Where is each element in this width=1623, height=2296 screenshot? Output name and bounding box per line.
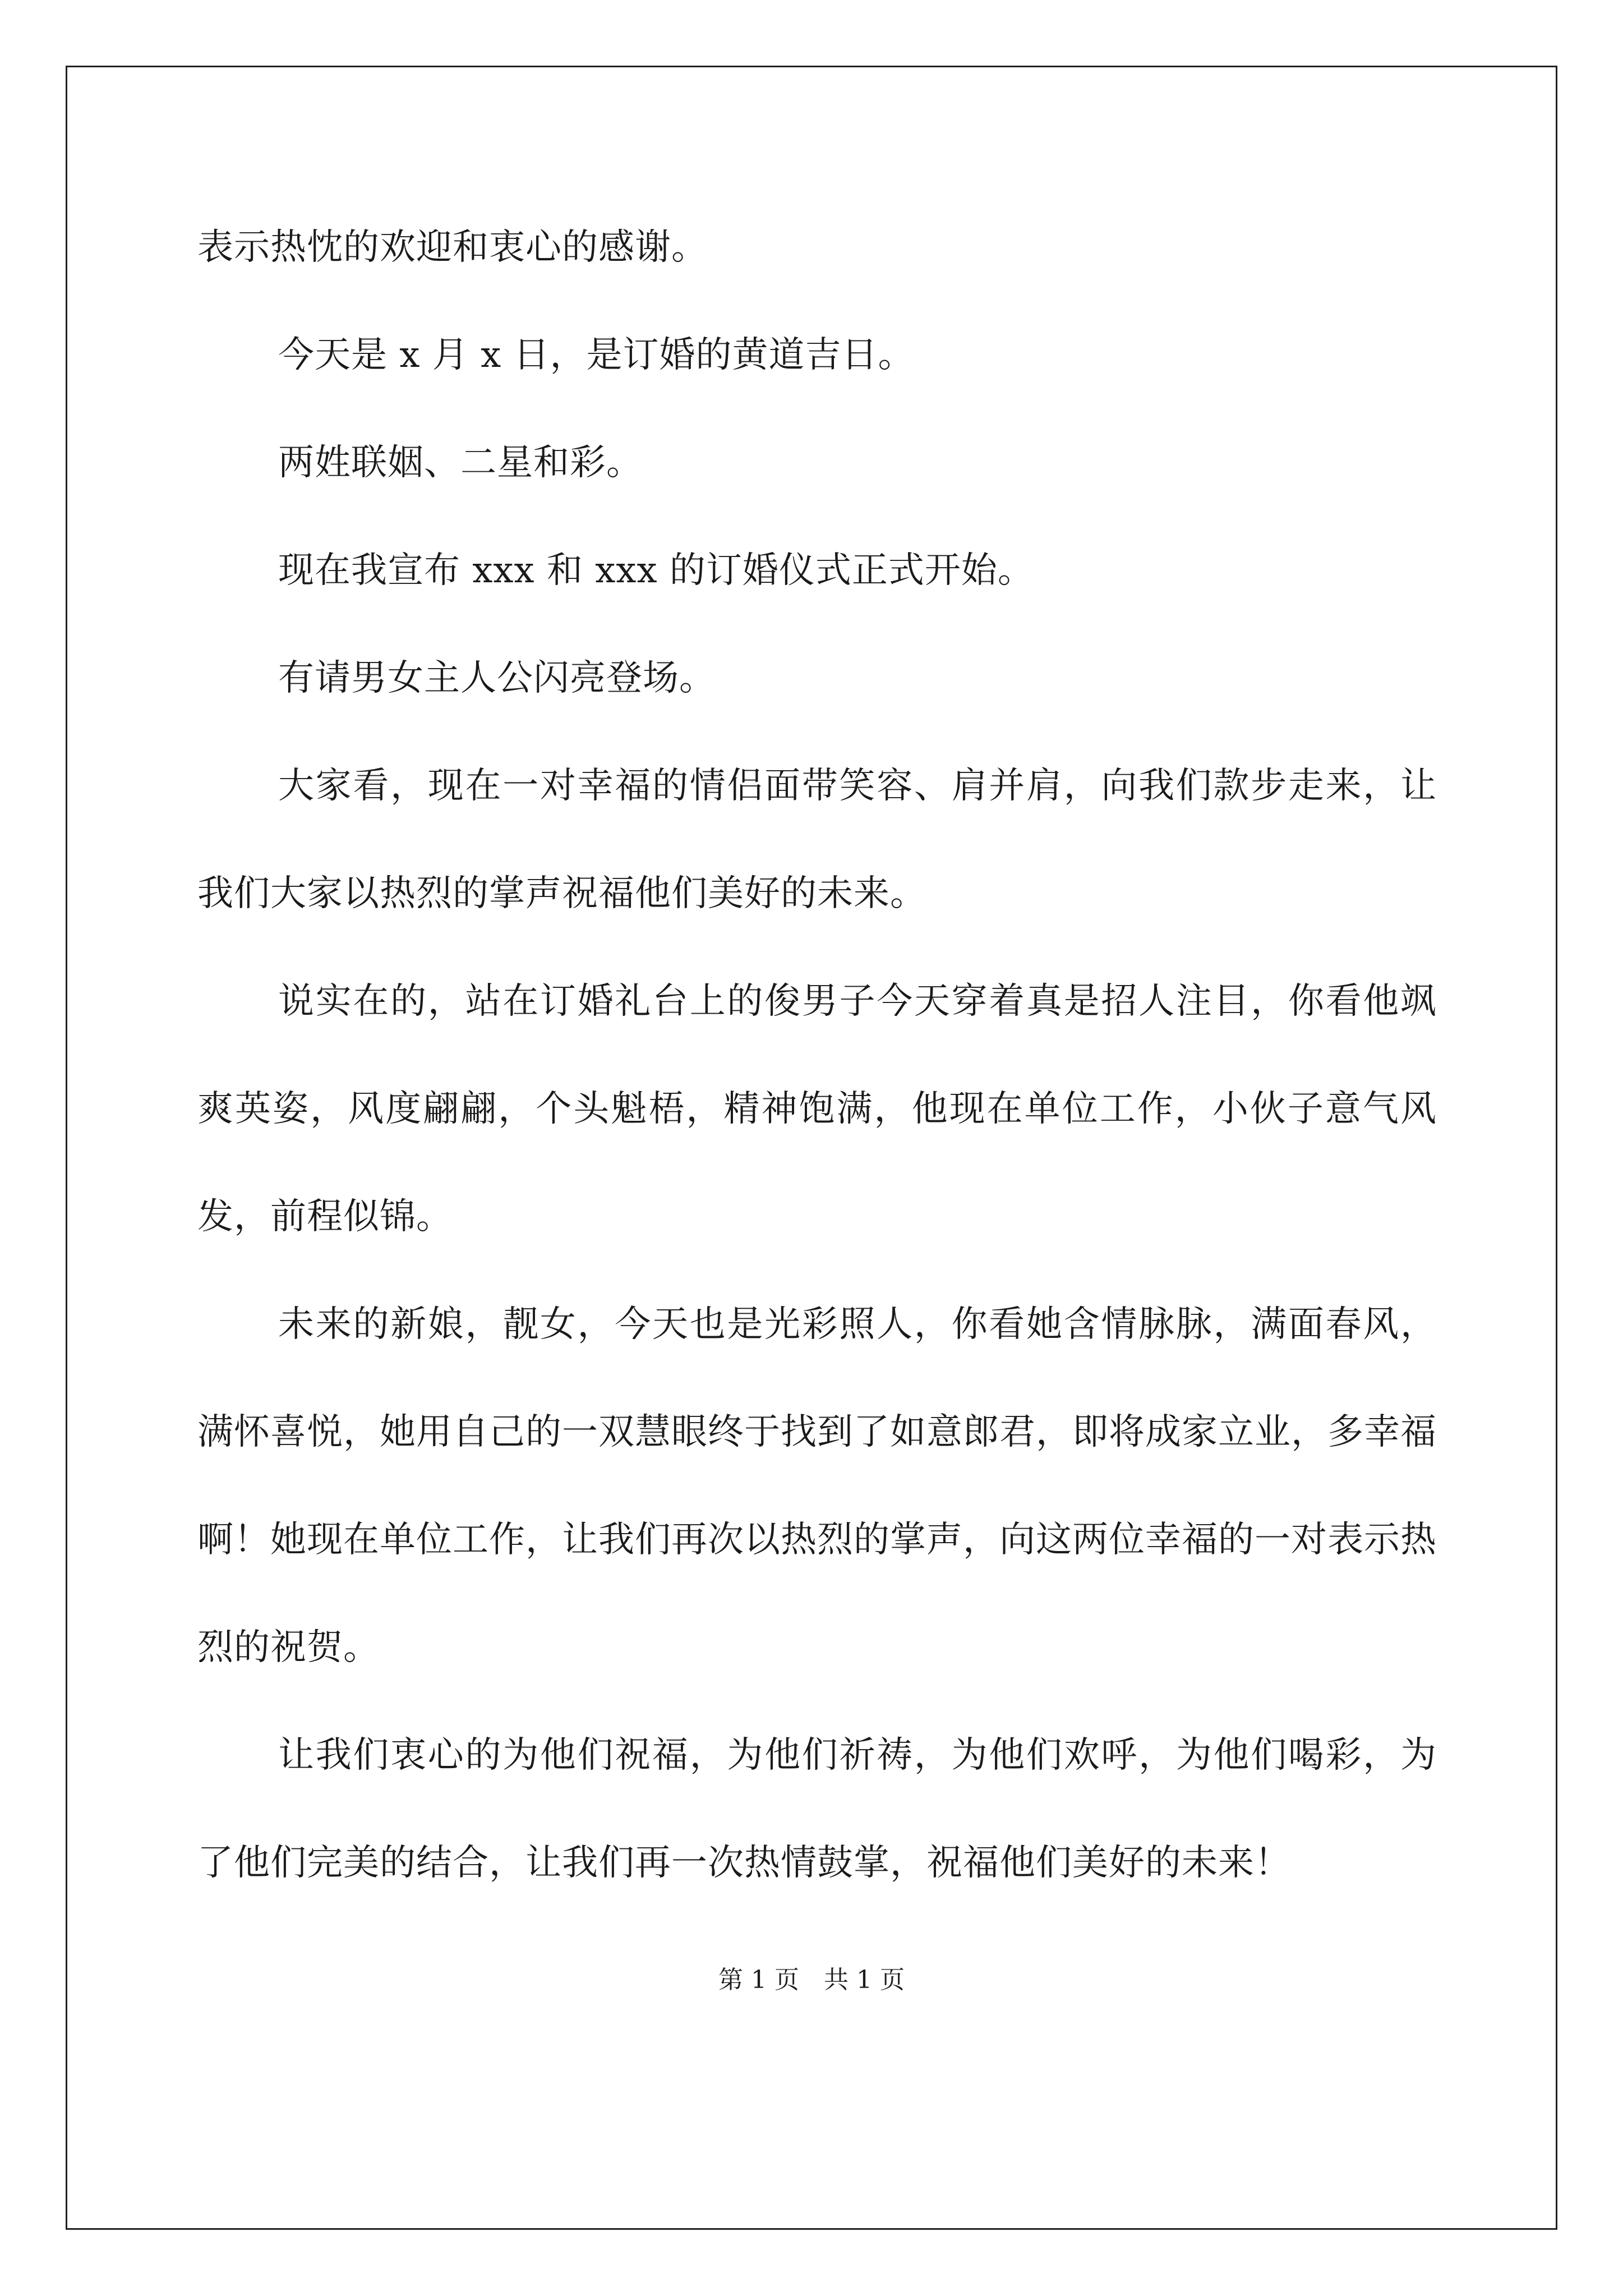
paragraph-8: 未来的新娘，靓女，今天也是光彩照人，你看她含情脉脉，满面春风，满怀喜悦，她用自己的一双慧眼终于找到了如意郎君，即将成家立业，多幸福啊！她现在单位工作，让我们再次以热烈的掌声，向这两位幸福的一对表示热烈的祝贺。 xyxy=(197,1304,1437,1668)
paragraph-1: 表示热忱的欢迎和衷心的感谢。 xyxy=(197,227,708,268)
paragraph-5: 有请男女主人公闪亮登场。 xyxy=(278,657,716,699)
page-number: 第 1 页 xyxy=(718,1966,799,1994)
document-body xyxy=(197,194,1437,1917)
paragraph-4: 现在我宣布 xxx 和 xxx 的订婚仪式正式开始。 xyxy=(278,550,1034,591)
paragraph-6: 大家看，现在一对幸福的情侣面带笑容、肩并肩，向我们款步走来，让我们大家以热烈的掌声祝福他们美好的未来。 xyxy=(197,765,1437,914)
page-footer xyxy=(0,1963,1623,1997)
paragraph-2: 今天是 x 月 x 日，是订婚的黄道吉日。 xyxy=(278,334,915,376)
paragraph-3: 两姓联姻、二星和彩。 xyxy=(278,442,643,484)
paragraph-9: 让我们衷心的为他们祝福，为他们祈祷，为他们欢呼，为他们喝彩，为了他们完美的结合，让我们再一次热情鼓掌，祝福他们美好的未来！ xyxy=(197,1734,1437,1884)
page-total: 共 1 页 xyxy=(824,1966,905,1994)
paragraph-7: 说实在的，站在订婚礼台上的俊男子今天穿着真是招人注目，你看他飒爽英姿，风度翩翩，个头魁梧，精神饱满，他现在单位工作，小伙子意气风发，前程似锦。 xyxy=(197,981,1437,1237)
